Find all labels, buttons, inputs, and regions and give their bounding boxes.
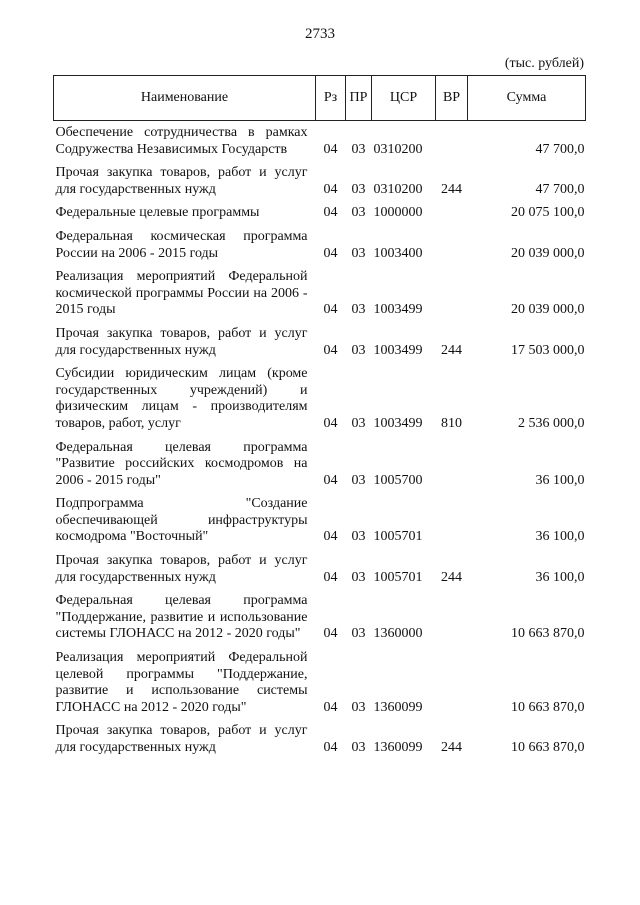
item-name: Федеральная космическая программа России на 2006 - 2015 годы (55, 228, 308, 261)
subsection-code: 03 (351, 529, 366, 545)
amount: 36 100,0 (535, 529, 585, 545)
table-row (54, 362, 586, 435)
page-number: 2733 (305, 26, 335, 42)
item-name: Федеральные целевые программы (55, 205, 260, 221)
item-name: Федеральная целевая программа "Развитие российских космодромов на 2006 - 2015 годы" (55, 439, 308, 488)
header-name: Наименование (54, 76, 316, 121)
table-body (54, 121, 586, 760)
target-article-code: 1360000 (373, 626, 423, 642)
amount: 10 663 870,0 (511, 626, 585, 642)
subsection-code: 03 (351, 342, 366, 358)
table-row (54, 201, 586, 225)
amount: 17 503 000,0 (511, 342, 585, 358)
amount: 10 663 870,0 (511, 740, 585, 755)
table-header (54, 76, 586, 121)
item-name: Прочая закупка товаров, работ и услуг для государственных нужд (55, 553, 308, 585)
subsection-code: 03 (351, 415, 366, 431)
target-article-code: 1360099 (373, 740, 423, 755)
subsection-code: 03 (351, 740, 366, 755)
table-row (54, 225, 586, 265)
target-article-code: 0310200 (373, 141, 423, 157)
item-name: Прочая закупка товаров, работ и услуг для государственных нужд (55, 325, 308, 358)
subsection-code: 03 (351, 699, 366, 715)
item-name: Обеспечение сотрудничества в рамках Содружества Независимых Государств (55, 125, 308, 157)
table-row (54, 492, 586, 549)
expense-type-code: 244 (441, 569, 462, 585)
table-row (54, 436, 586, 493)
expense-type-code (436, 265, 468, 322)
amount: 47 700,0 (535, 141, 585, 157)
amount: 47 700,0 (535, 181, 585, 197)
expense-type-code: 244 (441, 181, 462, 197)
target-article-code: 1005701 (373, 529, 423, 545)
subsection-code: 03 (351, 626, 366, 642)
item-name: Прочая закупка товаров, работ и услуг для государственных нужд (55, 165, 308, 197)
expense-type-code (436, 121, 468, 162)
amount: 2 536 000,0 (518, 415, 585, 431)
section-code: 04 (323, 302, 338, 318)
expense-type-code (436, 492, 468, 549)
subsection-code: 03 (351, 181, 366, 197)
header-sum: Сумма (468, 76, 586, 121)
section-code: 04 (323, 342, 338, 358)
section-code: 04 (323, 569, 338, 585)
header-vr: ВР (436, 76, 468, 121)
subsection-code: 03 (351, 245, 366, 261)
item-name: Подпрограмма "Создание обеспечивающей инфраструктуры космодрома "Восточный" (55, 496, 308, 545)
section-code: 04 (323, 740, 338, 755)
target-article-code: 1000000 (373, 205, 423, 221)
subsection-code: 03 (351, 141, 366, 157)
subsection-code: 03 (351, 205, 366, 221)
subsection-code: 03 (351, 472, 366, 488)
expense-type-code: 810 (441, 415, 462, 431)
section-code: 04 (323, 529, 338, 545)
table-row (54, 265, 586, 322)
item-name: Прочая закупка товаров, работ и услуг для государственных нужд (55, 723, 308, 755)
target-article-code: 0310200 (373, 181, 423, 197)
table-row (54, 719, 586, 759)
item-name: Федеральная целевая программа "Поддержание, развитие и использование системы ГЛОНАСС на 2012 - 2020 годы" (55, 593, 308, 642)
table-row (54, 121, 586, 162)
amount: 36 100,0 (535, 472, 585, 488)
section-code: 04 (323, 472, 338, 488)
table-row (54, 589, 586, 646)
amount: 20 039 000,0 (511, 245, 585, 261)
item-name: Субсидии юридическим лицам (кроме государственных учреждений) и физическим лицам - производителям товаров, работ, услуг (55, 366, 308, 431)
expense-type-code (436, 201, 468, 225)
target-article-code: 1003499 (373, 415, 423, 431)
expense-type-code (436, 436, 468, 493)
subsection-code: 03 (351, 302, 366, 318)
expense-type-code (436, 225, 468, 265)
section-code: 04 (323, 699, 338, 715)
section-code: 04 (323, 245, 338, 261)
budget-table (53, 75, 586, 760)
target-article-code: 1005701 (373, 569, 423, 585)
amount: 10 663 870,0 (511, 699, 585, 715)
expense-type-code (436, 589, 468, 646)
section-code: 04 (323, 626, 338, 642)
item-name: Реализация мероприятий Федеральной космической программы России на 2006 - 2015 годы (55, 269, 308, 318)
target-article-code: 1003400 (373, 245, 423, 261)
amount: 20 039 000,0 (511, 302, 585, 318)
table-row (54, 549, 586, 589)
amount: 20 075 100,0 (511, 205, 585, 221)
table-row (54, 161, 586, 201)
header-csr: ЦСР (372, 76, 436, 121)
target-article-code: 1005700 (373, 472, 423, 488)
section-code: 04 (323, 205, 338, 221)
target-article-code: 1360099 (373, 699, 423, 715)
section-code: 04 (323, 181, 338, 197)
header-rz: Рз (316, 76, 346, 121)
amount: 36 100,0 (535, 569, 585, 585)
expense-type-code (436, 646, 468, 719)
item-name: Реализация мероприятий Федеральной целевой программы "Поддержание, развитие и использование системы ГЛОНАСС на 2012 - 2020 годы" (55, 650, 308, 715)
section-code: 04 (323, 415, 338, 431)
table-row (54, 322, 586, 362)
expense-type-code: 244 (441, 342, 462, 358)
units-label: (тыс. рублей) (504, 56, 584, 71)
section-code: 04 (323, 141, 338, 157)
target-article-code: 1003499 (373, 302, 423, 318)
target-article-code: 1003499 (373, 342, 423, 358)
expense-type-code: 244 (441, 740, 462, 755)
table-row (54, 646, 586, 719)
subsection-code: 03 (351, 569, 366, 585)
header-pr: ПР (346, 76, 372, 121)
